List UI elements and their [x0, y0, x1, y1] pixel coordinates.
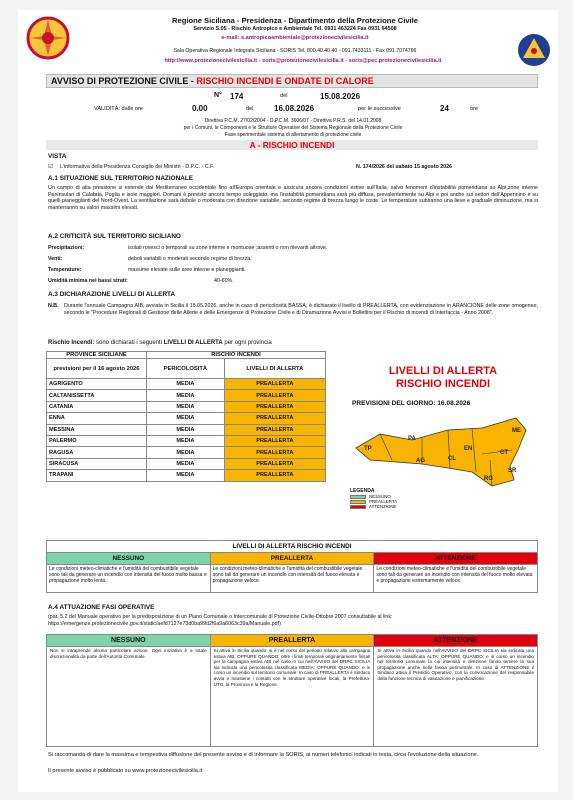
livello-cell: PREALLERTA	[224, 470, 325, 481]
numero-label: N°	[214, 92, 222, 99]
rischio-intro-tail: per ogni provincia	[222, 340, 272, 346]
rischio-intro-bold: LIVELLI DI ALLERTA	[163, 340, 223, 346]
province-name: ENNA	[47, 413, 147, 424]
th-pericolosita: PERICOLOSITÀ	[147, 359, 225, 379]
th-province: PROVINCE SICILIANE	[47, 352, 147, 359]
map-label: ME	[512, 428, 521, 434]
map-label: PA	[408, 436, 416, 442]
livello-cell: PREALLERTA	[224, 413, 325, 424]
map-label: TP	[364, 446, 372, 452]
fase-preallerta-text: Si attiva in Sicilia quando: si è nel corso del periodo relativo alla campagna estiva AIB. OPPURE QUANDO: oltre i limiti temporali originariamente fissati per la campagna estiva AIB nel caso in cui nell'AVVISO del DRPC SICILIA sia indicata una pericolosità classificata MEDIA; OPPURE QUANDO: e in corso un incendio sul territorio comunale. In caso di PREALLERTA il Sindaco avvia e mantiene i contatti con le strutture operative locali, la Prefettura-UTG, la Provincia e la Regione.	[210, 647, 374, 747]
fasi-table	[46, 634, 538, 747]
map-title	[348, 365, 538, 391]
validita-hours: 24	[440, 104, 449, 113]
province-name: CALTANISSETTA	[47, 390, 147, 401]
a2-key-0: Precipitazioni:	[48, 245, 85, 251]
vista-text: L'informativa della Presidenza Consiglio dei Ministri - D.P.C. - C.F.	[60, 164, 215, 170]
a2-title: A.2 CRITICITÀ SUL TERRITORIO SICILIANO	[48, 233, 181, 240]
checkbox-icon: ☑	[48, 164, 53, 170]
fase-nessuno-header: NESSUNO	[47, 635, 211, 647]
avviso-title	[46, 74, 538, 88]
province-row	[47, 379, 326, 390]
a2-key-2: Temperature:	[48, 267, 82, 273]
map-title-2: RISCHIO INCENDI	[395, 378, 491, 390]
legend-label-2: ATTENZIONE	[369, 504, 397, 509]
province-row	[47, 413, 326, 424]
map-label: RG	[484, 476, 493, 482]
directive-2: per i Comuni, le Componenti e le Strutture Operative del Sistema Regionale della Protezione Civile	[183, 125, 403, 131]
th-livelli: LIVELLI DI ALLERTA	[224, 359, 325, 379]
a1-text: Un campo di alta pressione si estende dal Mediterraneo occidentale fino all'Europa orientale e assicura ancora condizioni estive sull'Italia, salvo fenomeni d'instabilità pomeridiana su Alpi,zone interne Peninsulari di Calabria, Puglia e isole maggiori. Domani è previsto ancora tempo soleggiato, ma l'instabilità pomeridiana sarà più diffusa, prevalentemente su Alpi e poi anche sui settori dell'Appennino e su quelli pianeggianti del Nord-Ovest. La ventilazione sarà debole o moderata con direzione variabile, secondo regime di brezza lungo le coste. Le temperature subiranno una lieve e graduale diminuzione, ma si manterranno su valori massimi elevati.	[48, 185, 538, 211]
province-name: TRAPANI	[47, 470, 147, 481]
province-name: SIRACUSA	[47, 458, 147, 469]
a4-text: (par. 5.2 del Manuale operativo per la predisposizione di un Piano Comunale o Intercomunale di Protezione Civile-Ottobre 2007 consultabile al link:	[48, 614, 393, 620]
levels-table	[46, 540, 538, 593]
document-page	[18, 10, 558, 792]
numero-del: del	[280, 93, 288, 99]
province-name: PALERMO	[47, 435, 147, 446]
legend-item-attenzione	[350, 504, 397, 509]
validita-successive: per le successive	[358, 106, 401, 112]
a2-val-1: deboli variabili o moderati secondo regime di brezza.	[128, 256, 252, 262]
a2-key-3: Umidità minima nei bassi strati:	[48, 278, 128, 284]
pericolosita-cell: MEDIA	[147, 458, 225, 469]
level-preallerta-text: Le condizioni meteo-climatiche e l'umidità del combustibile vegetale sono tali da generare un incendio con intensità del fuoco elevata e propagazione veloce.	[210, 565, 374, 593]
prev-label: PREVISIONI DEL GIORNO:	[352, 400, 436, 407]
pericolosita-cell: MEDIA	[147, 401, 225, 412]
a3-title: A.3 DICHIARAZIONE LIVELLI DI ALLERTA	[48, 291, 176, 298]
fase-preallerta-header: PREALLERTA	[210, 635, 374, 647]
level-nessuno-text: Le condizioni meteo-climatiche e l'umidità del combustibile vegetale sono tali da generare un incendio con intensità del fuoco molto bassa e propagazione molto lenta.	[47, 565, 211, 593]
soris-line: Sala Operativa Regionale Integrata Siciliana - SORIS Tel. 800.40.40.40 - 091.7433111 - Fax 091.7074796	[173, 48, 417, 54]
pericolosita-cell: MEDIA	[147, 435, 225, 446]
legend-label-0: NESSUNO	[369, 494, 391, 499]
email-line[interactable]: e-mail: s.antropicoambientale@protezionecivilesicilia.it	[221, 35, 369, 41]
fase-attenzione-text: Si attiva in Sicilia quando nell'AVVISO del DRPC SICILIA sia indicata una pericolosità classificata ALTA; OPPURE QUANDO: e in corso un incendio nel territorio comunale la cui intensità e direzione fanno temere la sua propagazione anche nella fascia perimetrale. In caso di ATTENZIONE il Sindaco attiva il Presidio Operativo, con la convocazione del responsabile della funzione tecnica di valutazione e pianificazione.	[374, 647, 538, 747]
province-row	[47, 458, 326, 469]
levels-title: LIVELLI DI ALLERTA RISCHIO INCENDI	[47, 541, 538, 553]
legend-label-1: PREALLERTA	[369, 499, 398, 504]
map-label: CT	[500, 450, 508, 456]
pericolosita-cell: MEDIA	[147, 379, 225, 390]
livello-cell: PREALLERTA	[224, 401, 325, 412]
province-row	[47, 424, 326, 435]
a2-key-1: Venti:	[48, 256, 63, 262]
numero-value: 174	[230, 92, 244, 101]
pericolosita-cell: MEDIA	[147, 470, 225, 481]
pericolosita-cell: MEDIA	[147, 413, 225, 424]
a3-nb: N.B.	[48, 303, 59, 309]
livello-cell: PREALLERTA	[224, 435, 325, 446]
sicily-emblem-logo	[26, 16, 70, 60]
pericolosita-cell: MEDIA	[147, 447, 225, 458]
validita-label: VALIDITÀ: dalle ore	[94, 106, 144, 112]
civil-protection-logo	[516, 32, 552, 68]
region-title: Regione Siciliana - Presidenza - Dipartimento della Protezione Civile	[171, 16, 418, 25]
map-legend	[350, 488, 397, 509]
a4-link[interactable]: https://emergenze.protezionecivile.gov.it/static/aefd7127e73d0ba99d2f6a9a6063c39a/Manuale.pdf)	[48, 621, 281, 627]
footer-note: Si raccomanda di dare la massima e tempestiva diffusione del presente avviso e di informare la SORIS, ai numeri telefonici indicati in testa, circa l'evoluzione della situazione.	[48, 752, 479, 758]
vista-title: VISTA	[48, 153, 67, 160]
province-row	[47, 435, 326, 446]
level-preallerta-header: PREALLERTA	[210, 553, 374, 565]
map-label: CL	[448, 456, 456, 462]
province-name: MESSINA	[47, 424, 147, 435]
legend-swatch-red	[350, 505, 366, 509]
sicily-map	[352, 410, 538, 490]
rischio-intro-label: Rischio Incendi:	[48, 340, 95, 346]
a2-val-0: isolati rovesci o temporali su zone interne e montuose ;assenti o non rilevanti altrove.	[128, 245, 328, 251]
a4-title: A.4 ATTUAZIONE FASI OPERATIVE	[48, 604, 155, 611]
a2-val-3: 40-60%.	[214, 278, 234, 284]
rischio-intro	[48, 340, 272, 347]
pericolosita-cell: MEDIA	[147, 390, 225, 401]
th-previsioni: previsioni per il 16 agosto 2026	[47, 359, 147, 379]
validita-ore-label: ore	[470, 106, 479, 112]
map-title-1: LIVELLI DI ALLERTA	[388, 365, 498, 377]
prev-date: 16.08.2026	[437, 400, 471, 407]
numero-date: 15.08.2026	[320, 92, 361, 101]
validita-date: 16.08.2026	[274, 104, 315, 113]
links-line[interactable]: http://www.protezionecivilesicilia.it - soris@protezionecivilesicilia.it - soris@pec.protezionecivilesicilia.it	[164, 58, 442, 64]
validita-del: del	[246, 106, 254, 112]
province-row	[47, 390, 326, 401]
livello-cell: PREALLERTA	[224, 447, 325, 458]
fase-attenzione-header: ATTENZIONE	[374, 635, 538, 647]
level-attenzione-header: ATTENZIONE	[374, 553, 538, 565]
map-label: EN	[464, 446, 473, 452]
a3-text: Durante l'annuale Campagna AIB, avviata in Sicilia il 15.05.2026, anche in caso di pericolosità BASSA, è dichiarato il livello di PREALLERTA, con evidenziazione in ARANCIONE delle zone omogenee, secondo le "Procedure Regionali di Gestione delle Allerte e delle Emergenze di Protezione Civile e di Diramazione Avvisi e Bollettini per il Rischio di incendi di Interfaccia - Anno 2008".	[64, 303, 538, 316]
avviso-red-title: RISCHIO INCENDI E ONDATE DI CALORE	[196, 76, 374, 86]
directive-1: Direttiva P.C.M. 27/02/2004 - D.P.C.M. 3606/07 - Direttiva P.R.S. del 14.01.2008	[204, 118, 382, 124]
footer-publish: Il presente avviso è pubblicato su www.protezionecivilesicilia.it	[48, 768, 203, 774]
pericolosita-cell: MEDIA	[147, 424, 225, 435]
level-nessuno-header: NESSUNO	[47, 553, 211, 565]
livello-cell: PREALLERTA	[224, 390, 325, 401]
a2-val-2: massime elevate sulle aree interne e pianeggianti.	[128, 267, 246, 273]
province-name: CATANIA	[47, 401, 147, 412]
validita-ore: 0.00	[192, 104, 208, 113]
rischio-intro-text: sono dichiarati i seguenti	[94, 340, 164, 346]
fase-nessuno-text: Non si intraprende alcuna particolare azione. Ogni iniziativa è a totale discrezionalità da parte dell'Autorità Comunale.	[47, 647, 211, 747]
vista-ref: N. 174/2026 del sabato 15 agosto 2026	[356, 164, 452, 170]
directive-3: Fase sperimentale sistema di allertamento di protezione civile	[224, 132, 362, 138]
service-line: Servizio S.05 - Rischio Antropico e Ambientale Tel. 0931 463224 Fax 0931 64508	[193, 26, 397, 32]
province-row	[47, 447, 326, 458]
previsioni-giorno	[352, 400, 470, 407]
avviso-prefix: AVVISO DI PROTEZIONE CIVILE -	[51, 76, 197, 86]
livello-cell: PREALLERTA	[224, 424, 325, 435]
a1-title: A.1 SITUAZIONE SUL TERRITORIO NAZIONALE	[48, 175, 193, 182]
province-name: RAGUSA	[47, 447, 147, 458]
province-table	[46, 351, 326, 482]
legend-title: LEGENDA	[350, 488, 375, 494]
province-name: AGRIGENTO	[47, 379, 147, 390]
section-a-title: A - RISCHIO INCENDI	[46, 140, 538, 150]
province-row	[47, 401, 326, 412]
th-rischio: RISCHIO INCENDI	[147, 352, 326, 359]
map-label: SR	[508, 468, 517, 474]
livello-cell: PREALLERTA	[224, 379, 325, 390]
level-attenzione-text: Le condizioni meteo-climatiche e l'umidità del combustibile vegetale sono tali da generare un incendio con intensità del fuoco molto elevata e propagazione estremamente veloce.	[374, 565, 538, 593]
map-label: AG	[416, 458, 425, 464]
province-row	[47, 470, 326, 481]
livello-cell: PREALLERTA	[224, 458, 325, 469]
